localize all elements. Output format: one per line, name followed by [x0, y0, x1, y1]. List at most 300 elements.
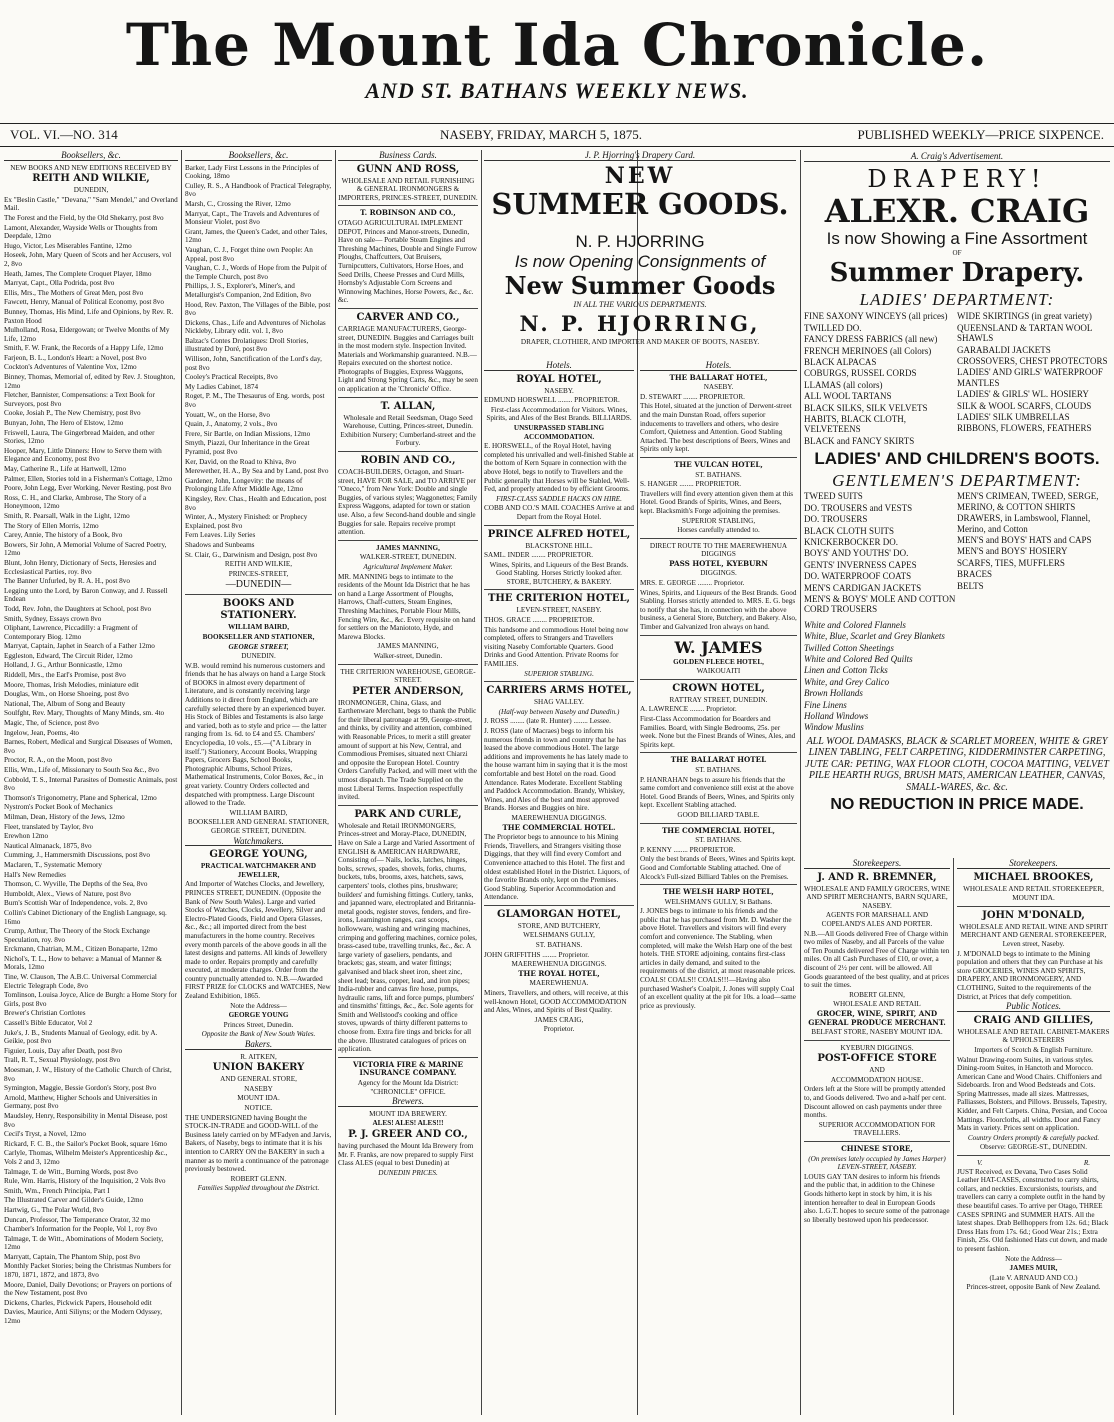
ad-heading: UNSURPASSED STABLING ACCOMMODATION. — [513, 423, 605, 441]
ad-title: J. AND R. BREMNER, — [817, 871, 937, 883]
book-listing: Palmer, Ellen, Stories told in a Fisherman's Cottage, 12mo — [4, 474, 173, 483]
book-listing: Oliphant, Lawrence, Piccadilly: a Fragment of Contemporary Biog. 12mo — [4, 624, 138, 641]
ad-heading: MAEREWHENUA DIGGINGS. — [511, 960, 607, 969]
book-listing: Ellis, Mrs., The Mothers of Great Men, post 8vo — [4, 288, 144, 297]
book-listing: Soulfght, Rev. Mary, Thoughts of Many Minds, sm. 4to — [4, 709, 165, 718]
book-listing: Farjeon, B. L., London's Heart: a Novel, post 8vo — [4, 353, 147, 362]
book-listing: Friswell, Laura, The Gingerbread Maiden, and other Stories, 12mo — [4, 428, 155, 446]
ad-heading: DIRECT ROUTE TO THE MAEREWHENUA DIGGINGS — [649, 541, 788, 559]
drapery-item: LLAMAS (all colors) — [804, 379, 883, 390]
drapery-item: FINE SAXONY WINCEYS (all prices) — [804, 311, 948, 322]
book-listing: Trall, R. T., Sexual Physiology, post 8vo — [4, 1056, 121, 1065]
ad-proprietor: D. STEWART ........ PROPRIETOR. — [640, 392, 745, 401]
ad-body: J. JONES begs to intimate to his friends and the public that he has purchased from Mr. D. Washer the above Hotel. Travellers and visitors will find every comfort and convenience. The Stabling, when completed, will make the Welsh Harp one of the best hotels. THE STORE adjoining, contains first-class articles in daily demand, and suited to the requirements of the district, at most reasonable prices. COALS! COALS!! COALS!!!—Having also purchased Washer's Coalpit, J. Jones will supply Coal of an excellent quality at the pit for 10s. a load—same price as previously. — [640, 907, 796, 1010]
ad-title: BOOKS AND STATIONERY. — [220, 598, 297, 622]
section-header: Storekeepers. — [957, 859, 1110, 869]
ad-body: N.B.—All Goods delivered Free of Charge within two miles of Naseby, and all Parcels of the value of Ten Pounds delivered Free of Charge within ten miles. On all Cash Purchases of £10, or over, a discount of 2½ per cent. will be allowed. All Goods guaranteed of the best quality, and at prices to suit the times. — [804, 929, 950, 990]
ladies-list — [804, 311, 1110, 447]
ad-heading: MOUNT IDA BREWERY. — [369, 1109, 447, 1118]
book-listing: Cooke, Josiah P., The New Chemistry, post 8vo — [4, 409, 141, 418]
drapery-item: BRACES — [957, 569, 993, 580]
fabric-item: Brown Hollands — [804, 688, 863, 699]
ad-heading: ALES! ALES! ALES!!! — [372, 1119, 444, 1128]
section-header: Storekeepers. — [804, 859, 950, 869]
book-listing: Ker, David, on the Road to Khiva, 8vo — [185, 457, 297, 466]
ad-name: JAMES MANNING, — [376, 543, 440, 552]
ad-name: N. P. HJORRING — [575, 232, 705, 251]
book-listing: Magic, The, of Science, post 8vo — [4, 719, 99, 728]
ad-title: THE BALLARAT HOTEL — [670, 755, 767, 765]
ad-title: DRAPERY! — [867, 165, 1047, 194]
drapery-item: SILK & WOOL SCARFS, CLOUDS — [957, 400, 1092, 411]
newspaper-title: The Mount Ida Chronicle. — [125, 11, 989, 79]
book-listing: Marsh, C., Crossing the River, 12mo — [185, 199, 291, 208]
ad-title: T. ROBINSON AND CO., — [360, 208, 456, 218]
book-listing: Winter, A., Mystery Finished: or Prophecy Explained, post 8vo — [185, 513, 308, 530]
ad-title: THE COMMERCIAL HOTEL, — [661, 825, 776, 835]
book-listing: Arnold, Matthew, Higher Schools and Universities in Germany, post 8vo — [4, 1093, 158, 1111]
drapery-item: BOYS' AND YOUTHS' DO. — [804, 548, 909, 559]
drapery-item: HABITS, BLACK CLOTH, VELVETEENS — [804, 414, 907, 435]
ad-body: And Importer of Watches Clocks, and Jewellery, PRINCES STREET, DUNEDIN. (Opposite the Bank of New South Wales). Large and varied Stocks of Watches, Clocks, Jewellery, Silver and Electro-Plated Goods, Field and Opera Glasses, &c., &c.; all imported direct from the best manufacturers in the home country. Receives every month parcels of the above goods in all the latest designs and patterns. All kinds of Jewellery made to order. Repairs promptly and carefully executed, at moderate charges. Order from the country punctually attended to. N.B.—Awarded FIRST PRIZE for CLOCKS and WATCHES, New Zealand Exhibition, 1865. — [185, 880, 331, 1001]
book-listing: Grant, James, the Queen's Cadet, and other Tales, 12mo — [185, 227, 328, 245]
book-listing: Culley, R. S., A Handbook of Practical Telegraphy, 8vo — [185, 181, 332, 199]
book-listing: Phillips, J. S., Explorer's, Miner's, and Metallurgist's Companion, 2nd Edition, 8vo — [185, 282, 312, 299]
ad-name: WILLIAM BAIRD, — [227, 623, 290, 632]
book-listing: Merewether, H. A., By Sea and by Land, post 8vo — [185, 467, 329, 476]
ad-signature: GEORGE YOUNG — [228, 1011, 289, 1020]
ad-heading: THE CRITERION WAREHOUSE, GEORGE-STREET. — [340, 667, 476, 685]
ad-heading: SUPERIOR ACCOMMODATION FOR TRAVELLERS. — [818, 1120, 936, 1138]
ad-title: THE VULCAN HOTEL, — [674, 459, 763, 469]
ad-name: R. AITKEN, — [240, 1052, 277, 1061]
ad-name: ROBERT GLENN, — [849, 990, 905, 999]
drapery-item: MEN'S CARDIGAN JACKETS — [804, 582, 922, 593]
ad-title: THE BALLARAT HOTEL, — [669, 372, 768, 382]
ad-title: THE CRITERION HOTEL, — [487, 593, 631, 605]
ad-proprietor: MRS. E. GEORGE ........ Proprietor. — [640, 579, 745, 588]
ad-place: MOUNT IDA. — [1012, 894, 1055, 903]
ad-title: MICHAEL BROOKES, — [973, 871, 1094, 883]
book-listing: Gardener, John, Longevity: the means of Prolonging Life After Middle Age, 12mo — [185, 476, 304, 494]
ad-heading: LADIES' DEPARTMENT: — [859, 290, 1055, 310]
ad-body: Travellers will find every attention given them at this Hotel. Good Brands of Spirits, Wines, and Beers, kept. Blacksmith's Forge adjoining the premises. — [640, 489, 794, 515]
drapery-item: ALL WOOL TARTANS — [804, 391, 892, 402]
book-listing: Dickens, Charles, Pickwick Papers, Household edit — [4, 1298, 152, 1307]
book-listing: My Ladies Cabinet, 1874 — [185, 382, 259, 391]
ad-title: SUMMER GOODS. — [491, 186, 789, 221]
book-listing: Fawcett, Henry, Manual of Political Economy, post 8vo — [4, 298, 164, 307]
book-listing: Erewhon 12mo — [4, 832, 49, 841]
ad-body: WHOLESALE AND RETAIL FURNISHING & GENERAL IRONMONGERS & IMPORTERS, PRINCES-STREET, DUNEDIN. — [338, 176, 478, 202]
ad-signature: ROBERT GLENN. — [230, 1174, 287, 1183]
column-business-cards — [338, 150, 478, 1415]
column-hotels-right — [640, 360, 797, 1415]
drapery-item: GARABALDI JACKETS — [957, 344, 1051, 355]
drapery-item: CROSSOVERS, CHEST PROTECTORS — [957, 356, 1108, 367]
book-listing: Crump, Arthur, The Theory of the Stock Exchange Speculation, roy. 8vo — [4, 927, 150, 944]
ad-title: THE ROYAL HOTEL, — [518, 968, 600, 978]
drapery-item: FANCY DRESS FABRICS (all new) — [804, 334, 938, 345]
book-listing: Marryat, Capt., Olla Podrida, post 8vo — [4, 279, 115, 288]
ad-body: Only the best brands of Beers, Wines and Spirits kept. Good and Comfortable Stabling attached. One of Alcock's Full-sized Billiard Tables on the Premises. — [640, 855, 796, 881]
newspaper-subtitle: AND ST. BATHANS WEEKLY NEWS. — [365, 78, 749, 103]
fabric-list — [804, 620, 1110, 733]
ad-proprietor: A. LAWRENCE ........ Proprietor. — [640, 705, 737, 714]
drapery-item: DO. WATERPROOF COATS — [804, 571, 912, 582]
book-listing: Monthly Packet Stories; being the Christmas Numbers for 1870, 1871, 1872, and 1873, 8vo — [4, 1262, 172, 1280]
book-listing: Marryat, Captain, Japhet in Search of a Father 12mo — [4, 642, 155, 651]
ad-notice: NOTICE. — [244, 1104, 273, 1112]
ad-city: DUNEDIN, — [73, 186, 109, 195]
book-listing: Moesman, J. W., History of the Catholic Church of Christ, 8vo — [4, 1066, 172, 1083]
book-listing: Ellis, Wm., Life of, Missionary to South Sea &c., 8vo — [4, 766, 159, 774]
gents-list-right — [957, 491, 1110, 615]
ad-role: WHOLESALE AND RETAIL CABINET-MAKERS & UPHOLSTERERS — [957, 1027, 1110, 1045]
ad-title: REITH AND WILKIE, — [32, 173, 150, 185]
ad-place: MAEREWHENUA. — [529, 979, 589, 988]
book-listing: Vaughan, C. J., Words of Hope from the Pulpit of the Temple Church, post 8vo — [185, 264, 328, 281]
ad-body: Wholesale and Retail IRONMONGERS, Princes-street and Moray-Place, DUNEDIN, Have on Sale a Large and Varied Assortment of ENGLISH & AMERICAN HARDWARE, Consisting of— Nails, locks, latches, hinges, bolts, screws, spades, shovels, forks, churns, buckets, tubs, brooms, axes, hatchets, saws, carpenters' tools, clothes pins, brushware; builders' and furnishing fittings. Cutlery, tanks, and japanned ware, electroplated and Britannia-metal goods, register stoves, fenders, and fire-irons, Leamington ranges, cast scoops, hollowware, washing and wringing machines, crimping and goffering machines, cornice poles, brass-cased tube, travelling trunks, &c., &c. A large variety of gaseliers, pendants, and brackets; gas, steam, and water fittings; galvanised and black sheet iron, sheet zinc, sheet lead; brass, copper, lead, and iron pipes; India-rubber and canvas fire hose, pumps, hydraulic rams, lift and force pumps, plumbers' and tinsmiths' fittings, &c., &c. Sole agents for Smith and Wellstood's cooking and office stoves, upwards of thirty different patterns to choose from. Extra fire tings and bricks for all the above. Illustrated catalogues of prices on application. — [338, 821, 477, 1054]
book-listing: Hooper, Mary, Little Dinners: How to Serve them with Elegance and Economy, post 8vo — [4, 446, 162, 464]
book-listing: Davies, Maurice, Anti Siliyns; or the Modern Odyssey, 12mo — [4, 1308, 163, 1326]
book-listing: Balzac's Contes Drolatiques: Droll Stories, illustrated by Doré, post 8vo — [185, 336, 309, 354]
drapery-item: COBURGS, RUSSEL CORDS — [804, 368, 917, 379]
ad-city: —DUNEDIN— — [225, 579, 292, 591]
section-header: Hotels. — [640, 361, 797, 371]
volume-number: VOL. VI.—NO. 314 — [10, 127, 118, 142]
section-header: Hotels. — [484, 361, 634, 371]
book-listing: Maclaren, T., Systematic Memory — [4, 860, 102, 869]
book-listing: Holland, J. G., Arthur Bonnicastle, 12mo — [4, 661, 123, 670]
ad-sub: Importers of Scotch & English Furniture. — [974, 1045, 1093, 1054]
hjorring-drapery-card-2 — [484, 232, 796, 352]
fabric-item: Fine Linens — [804, 699, 847, 710]
fabric-item: White and Colored Flannels — [804, 619, 906, 630]
ad-body: WHOLESALE AND RETAIL STOREKEEPER, — [963, 884, 1104, 893]
ad-sub: (Late V. ARNAUD AND CO.) — [989, 1273, 1078, 1282]
book-listing: Tine, W. Clauson, The A.B.C. Universal Commercial Electric Telegraph Code, 8vo — [4, 973, 157, 990]
book-listing: Hartwig, G., The Polar World, 8vo — [4, 1205, 104, 1214]
ad-note: Country Orders promptly & carefully packed. — [967, 1133, 1100, 1142]
ad-footer: DUNEDIN PRICES. — [378, 1168, 438, 1177]
ad-title: GLAMORGAN HOTEL, — [496, 908, 622, 920]
book-listing: Hood, Rev. Paxton, The Villages of the Bible, post 8vo — [185, 300, 331, 318]
book-listing: Burn's Scottish War of Independence, vols. 2, 8vo — [4, 899, 148, 908]
ad-heading: KYEBURN DIGGINGS. — [840, 1043, 914, 1052]
book-listing: Cockton's Adventures of Valentine Vox, 12mo — [4, 363, 137, 372]
dateline — [0, 123, 1114, 147]
drapery-item: KNICKERBOCKER DO. — [804, 536, 899, 547]
book-listing: Riddell, Mrs., the Earl's Promise, post 8vo — [4, 671, 126, 680]
ad-place: DIGGINGS. — [700, 569, 737, 578]
book-listing: Fern Leaves. Lily Series — [185, 531, 256, 540]
ad-note: Note the Address— — [230, 1001, 287, 1010]
ad-body: Walnut Drawing-room Suites, in various styles. Dining-room Suites, in Hanctoth and Morocco. American Cane and Wood Chairs. Chiffoniers and Sideboards. Iron and Wood Bedsteads and Cots. Spring Mattresses, made all sizes. Mattresses, Palliasses, Bolsters, and Pillows. Brussels, Tapestry, Kidder, and Felt Carpets. China, Persian, and Cocoa Mattings. Floorcloths, all widths. Door and Fancy Mats in variety. Prices sent on application. — [957, 1055, 1108, 1133]
ad-title: CRAIG AND GILLIES, — [973, 1014, 1094, 1026]
ad-body: First-class Accommodation for Visitors. Wines, Spirits, and Ales of the Best Brands. BILLIARDS. — [486, 405, 632, 423]
book-listing: Kingsley, Rev. Chas., Health and Education, post 8vo — [185, 494, 327, 512]
drapery-item: TWEED SUITS — [804, 491, 863, 502]
ad-body: J. ROSS (late of Macraes) begs to inform his numerous friends in town and country that he has leased the above commodious Hotel. The large additions and improvements he has lately made to the house warrant him in saying that it is the most comfortable and best Hotel on the road. Good Attendance. Rates Moderate. Excellent Stabling and Paddock Accommodation. Brandy, Whiskey, Wines, and Ales of the best and most approved Brands. Horses and Buggies on hire. — [484, 727, 628, 813]
book-listing: Fletcher, Bannister, Compensations: a Text Book for Surveyors, post 8vo — [4, 391, 155, 408]
book-listing: Blunt, John Henry, Dictionary of Sects, Heresies and Ecclesiastical Parties, roy. 8vo — [4, 558, 157, 576]
book-listing: Vaughan, C. J., Forget thine own People: An Appeal, post 8vo — [185, 245, 313, 263]
book-listing: Carey, Annie, The history of a Book, 8vo — [4, 531, 123, 540]
drapery-item: GENTS' INVERNESS CAPES — [804, 559, 917, 570]
book-listing: Figuier, Louis, Day after Death, post 8vo — [4, 1046, 123, 1055]
ad-heading: MAEREWHENUA DIGGINGS. — [511, 813, 607, 822]
ad-title: GROCER, WINE, SPIRIT, AND GENERAL PRODUCE MERCHANT. — [808, 1008, 946, 1027]
column-rule — [800, 150, 801, 1415]
book-listing: Douglas, Wm., on Horse Shoeing, post 8vo — [4, 690, 129, 699]
ad-body: The Proprietor begs to announce to his Mining Friends, Travellers, and Strangers visiting those Diggings, that they will find every Comfort and Convenience attached to this Hotel. The first and oldest established Hotel in the District. Liquors, of the favorite Brands only, kept on the Premises. Good Stabling. Superior Accommodation and Attendance. — [484, 833, 630, 902]
book-listing: Barker, Lady First Lessons in the Principles of Cooking, 18mo — [185, 163, 319, 181]
ad-city: DUNEDIN. — [241, 652, 276, 661]
book-listing: The Illustrated Carver and Gilder's Guide, 12mo — [4, 1196, 144, 1205]
ad-place: SHAG VALLEY. — [534, 698, 584, 707]
ad-body: CARRIAGE MANUFACTURERS, George-street, DUNEDIN. Buggies and Carriages built in the most modern style. Inspection Invited. Materials and Workmanship guaranteed. N.B.—Repairs executed on the shortest notice. Photographs of Buggies, Express Waggons, Light and Strong Spring Carts, &c., may be seen on application at the 'Chronicle' Office. — [338, 324, 478, 394]
column-rule — [481, 150, 482, 1415]
ad-role: Agricultural Implement Maker. — [363, 562, 453, 571]
ad-place: WELSHMAN'S GULLY, St Bathans. — [664, 897, 773, 906]
ad-body: E. HORSWELL, of the Royal Hotel, having completed his unrivalled and well-finished Stable at the bottom of Kern Square in connection with the above Hotel, begs to notify to Travellers and the Public generally that Horses will be Stabled, Well-Fed, and properly attended to by efficient Grooms. — [484, 442, 634, 494]
book-listing: Cumming, J., Hammersmith Discussions, post 8vo — [4, 851, 150, 860]
ad-role: BOOKSELLER AND STATIONER, — [202, 632, 315, 641]
ad-title: CROWN HOTEL, — [672, 682, 765, 694]
ad-place: NASEBY. — [703, 383, 734, 392]
section-header: Watchmakers. — [185, 837, 332, 847]
ad-footer: Families Supplied throughout the District. — [197, 1184, 320, 1193]
drapery-item: FRENCH MERINOES (all Colors) — [804, 345, 932, 356]
ad-place: MOUNT IDA. — [237, 1094, 280, 1103]
book-listing: Carlyle, Thomas, Wilhelm Meister's Apprenticeship &c., Vols 2 and 3, 12mo — [4, 1149, 168, 1166]
ad-title: THE WELSH HARP HOTEL, — [663, 887, 774, 897]
issue-date: NASEBY, FRIDAY, MARCH 5, 1875. — [440, 127, 643, 142]
ad-body: WHOLESALE AND FAMILY GROCERS, WINE AND SPIRIT MERCHANTS, BARN SQUARE, NASEBY. — [804, 884, 950, 910]
ad-signature: WILLIAM BAIRD, — [229, 808, 288, 817]
ad-heading: GOOD BILLIARD TABLE. — [677, 810, 760, 819]
ad-signature: Proprietor. — [543, 1025, 575, 1034]
drapery-item: TWILLED DO. — [804, 322, 862, 333]
masthead — [0, 0, 1114, 104]
ad-note: (Half-way between Naseby and Dunedin.) — [498, 707, 620, 716]
book-listing: Marryat, Capt., The Travels and Adventures of Monsieur Violet, post 8vo — [185, 209, 320, 227]
ad-heading: SUPERIOR STABLING, — [681, 516, 756, 525]
ad-body: ALL WOOL DAMASKS, BLACK & SCARLET MOREEN, WHITE & GREY LINEN TABLING, FELT CARPETING, KIDDERMINSTER CARPETING, JUTE CAR: PETING, WAX FLOOR CLOTH, COCOA MATTING, VELVET PILE HEARTH RUGS, BRUSH MATS, AMERICAN LEATHER, CANVAS, SMALL-WARES, &c. &c. — [805, 735, 1109, 793]
book-listing: Roget, P. M., The Thesaurus of Eng. words, post 8vo — [185, 392, 325, 410]
ad-sub: AND — [869, 1066, 885, 1075]
ad-body: Wines, Spirits, and Liqueurs of the Best Brands. Good Stabling. Horses strictly attended to. MRS. E. G. begs to notify that she has, in connection with the above business, a General Store, Butchery, and Bakery. Also, Timber and Galvanized Iron always on hand. — [640, 588, 797, 632]
ad-body: Agency for the Mount Ida District: "CHRONICLE" OFFICE. — [357, 1079, 459, 1096]
column-booksellers-2 — [185, 150, 332, 1415]
book-listing: Fleet, translated by Taylor, 8vo — [4, 822, 94, 831]
ad-address: PRINCES-STREET, — [228, 569, 289, 578]
ad-body: COACH-BUILDERS, Octagon, and Stuart-street, HAVE FOR SALE, and TO ARRIVE per "Oneco," from New York: Double and single Buggies, of various styles; Waggonettes; Family Express Waggons, adapted for town or station use. Also, a few Second-hand double and single Buggies for sale. Repairs receive prompt attention. — [338, 468, 478, 537]
book-listing: Bunney, Thomas, His Mind, Life and Opinions, by Rev. R. Paxton Hood — [4, 307, 174, 325]
ad-title: T. ALLAN, — [380, 400, 436, 412]
ad-address: Princes Street, Dunedin. — [223, 1020, 294, 1029]
drapery-item: SCARFS, TIES, MUFFLERS — [957, 557, 1065, 568]
ad-heading: NO REDUCTION IN PRICE MADE. — [830, 796, 1084, 814]
drapery-item: QUEENSLAND & TARTAN WOOL SHAWLS — [957, 322, 1093, 344]
ad-title: N. P. HJORRING, — [519, 311, 761, 336]
book-listing: Bowers, Sir John, A Memorial Volume of Sacred Poetry, 12mo — [4, 540, 167, 558]
book-listing: Dickens, Chas., Life and Adventures of Nicholas Nickleby, Library edit. vol. 1, 8vo — [185, 318, 326, 336]
craig-drapery-ad — [804, 150, 1110, 855]
ad-signature: Walker-street, Dunedin. — [373, 651, 443, 660]
ad-body: Wines, Spirits, and Liqueurs of the Best Brands. Good Stabling. Horses Strictly looked after. STORE, BUTCHERY, & BAKERY. — [489, 560, 629, 586]
book-listing: Smith, Wm., French Principia, Part I — [4, 1186, 110, 1195]
drapery-item: DO. TROUSERS — [804, 514, 868, 525]
ad-signature: JAMES MANNING, — [377, 642, 439, 651]
ad-signature: BOOKSELLER AND GENERAL STATIONER, GEORGE STREET, DUNEDIN. — [188, 818, 329, 835]
ad-body: Ex "Beslin Castle," "Devana," "Sam Mendel," and Overland Mail. — [4, 195, 178, 213]
drapery-item: BLACK ALPACAS — [804, 357, 877, 368]
book-listing: Brewer's Christian Cortlotes — [4, 1009, 86, 1018]
book-listing: Smith, R. Pearsall, Walk in the Light, 12mo — [4, 511, 130, 520]
ad-address: Observe: GEORGE-ST., DUNEDIN. — [979, 1143, 1088, 1152]
drapery-item: BELTS — [957, 580, 984, 591]
ad-address: BELFAST STORE, NASEBY MOUNT IDA. — [811, 1028, 943, 1037]
column-rule — [181, 150, 182, 1415]
ladies-list-left — [804, 311, 957, 447]
book-listing: Quain, J., Anatomy, 2 vols., 8vo — [185, 420, 278, 429]
drapery-item: MEN'S & BOYS' MOLE AND COTTON CORD TROUSERS — [804, 593, 956, 615]
ad-proprietor: S. HANGER ........ PROPRIETOR. — [640, 480, 742, 489]
ad-sub: STORE, AND BUTCHERY, — [517, 921, 601, 930]
book-listing: Talmage, T. de Witt., Burning Words, post 8vo — [4, 1167, 138, 1176]
ad-signature: REITH AND WILKIE, — [224, 560, 293, 569]
ad-proprietor: THOS. GRACE ........ PROPRIETOR. — [484, 616, 595, 625]
book-listing: Cecil's Tryst, a Novel, 12mo — [4, 1130, 86, 1139]
ad-title: PRINCE ALFRED HOTEL, — [487, 528, 631, 540]
ad-title: POST-OFFICE STORE — [817, 1053, 937, 1065]
book-listing: Hugo, Victor, Les Miserables Fantine, 12mo — [4, 241, 132, 250]
book-listing: Todd, Rev. John, the Daughters at School, post 8vo — [4, 604, 152, 613]
fabric-item: White, and Grey Calico — [804, 676, 890, 687]
book-listing: Nystrom's Pocket Book of Mechanics — [4, 803, 113, 812]
ad-place: WELSHMANS GULLY, — [523, 931, 595, 940]
book-list — [185, 164, 332, 560]
column-storekeepers-right — [957, 858, 1110, 1415]
ad-role: PRACTICAL WATCHMAKER AND JEWELLER, — [200, 862, 317, 879]
book-listing: Smith, F. W. Frank, the Records of a Happy Life, 12mo — [4, 344, 164, 353]
drapery-item: LADIES' SILK UMBRELLAS — [957, 412, 1070, 423]
book-listing: Shadows and Sunbeams — [185, 540, 255, 549]
ladies-list-right — [957, 311, 1110, 447]
column-rule — [335, 150, 336, 1415]
book-listing: Heath, James, The Complete Croquet Player, 18mo — [4, 269, 152, 278]
drapery-item: LADIES' AND GIRLS' WATERPROOF MANTLES — [957, 367, 1103, 388]
book-listing: Nautical Almanack, 1875, 8vo — [4, 841, 92, 850]
ad-title: PASS HOTEL, KYEBURN — [669, 558, 768, 568]
book-listing: Tomlinson, Louisa Joyce, Alice de Burgh: a Home Story for Girls, post 8vo — [4, 991, 177, 1008]
ad-title: ROBIN AND CO., — [360, 455, 456, 467]
ad-place: WAIKOUAITI — [696, 667, 741, 676]
book-listing: Duncan, Professor, The Temperance Orator, 32 mo — [4, 1215, 151, 1224]
ad-place: BLACKSTONE HILL. — [525, 541, 593, 550]
ad-sub: GOLDEN FLEECE HOTEL, — [673, 657, 764, 666]
ad-body: LOUIS GAY TAN desires to inform his friends and the public that, in addition to the Chinese Goods hitherto kept in stock by him, it is his intention hereafter to deal in European Goods also. L.G.T. hopes to secure some of the patronage so liberally bestowed upon his predecessor. — [804, 1172, 950, 1224]
section-header: Brewers. — [338, 1097, 478, 1107]
gents-list — [804, 491, 1110, 615]
book-listing: Hall's New Remedies — [4, 870, 66, 879]
ad-body: having purchased the Mount Ida Brewery from Mr. F. Franks, are now prepared to supply First Class ALES (equal to best Dunedin) at — [338, 1142, 474, 1168]
book-listing: Smith, Sydney, Essays crown 8vo — [4, 614, 102, 623]
fabric-item: Linen and Cotton Ticks — [804, 665, 888, 676]
ad-title: W. JAMES — [674, 637, 763, 657]
ad-body: This handsome and commodious Hotel being now completed, offers to Strangers and Travellers visiting Naseby Comfortable Quarters. Good Drinks and Good Attention. Private Rooms for FAMILIES. — [484, 625, 629, 669]
book-listing: St. Clair, G., Darwinism and Design, post 8vo — [185, 550, 318, 559]
ad-body: Miners, Travellers, and others, will receive, at this well-known Hotel, GOOD ACCOMMODATION and Ales, Wines, and Spirits of Best Quality. — [484, 989, 629, 1015]
book-listing: The Banner Unfurled, by R. A. H., post 8vo — [4, 577, 130, 586]
ad-title: JOHN M'DONALD, — [982, 909, 1085, 921]
drapery-item: BLACK and FANCY SKIRTS — [804, 435, 915, 446]
book-listing: Symington, Maggie, Bessie Gordon's Story, post 8vo — [4, 1084, 157, 1093]
ad-street: GEORGE STREET, — [228, 642, 289, 651]
book-listing: Bunyan, John, The Hero of Elstow, 12mo — [4, 419, 124, 428]
fabric-item: Holland Windows — [804, 711, 869, 721]
ad-title: PARK AND CURLE, — [354, 808, 462, 820]
fabric-item: White and Colored Bed Quilts — [804, 653, 913, 664]
section-header: Business Cards. — [338, 151, 478, 161]
drapery-item: LADIES' & GIRLS' WL. HOSIERY — [957, 389, 1089, 400]
ad-body: OF — [952, 249, 962, 258]
ad-body: MR. MANNING begs to intimate to the residents of the Mount Ida District that he has on hand a Large Assortment of Ploughs, Harrows, Chaff-cutters, Steam Engines, Threshing Machines, Portable Flour Mills, Fencing Wire, &c., &c. Every requisite on hand for settlers on the Maniototo, Hyde, and Marewa Blocks. — [338, 572, 476, 641]
ad-place: NASEBY. — [544, 386, 574, 395]
book-listing: Binney, Thomas, Memorial of, edited by Rev. J. Stoughton, 12mo — [4, 373, 176, 390]
ad-title: CARRIERS ARMS HOTEL, — [486, 685, 632, 697]
column-booksellers — [4, 150, 178, 1415]
ad-body: P. HANRAHAN begs to assure his friends that the same comfort and convenience still exist at the above Hotel. Good Brands of Beers, Wines, and Spirits only kept. Excellent Stabling attached. — [640, 775, 795, 810]
drapery-item: RIBBONS, FLOWERS, FEATHERS — [957, 423, 1092, 434]
ad-place: ST. BATHANS. — [695, 836, 742, 845]
book-listing: Ross, C. H., and Clarke, Ambrose, The Story of a Honeymoon, 12mo — [4, 493, 147, 511]
book-listing: Smyth, Piazzi, Our Inheritance in the Great Pyramid, post 8vo — [185, 439, 310, 456]
section-header: J. P. Hjorring's Drapery Card. — [484, 151, 796, 161]
book-listing: Hoseek, John, Mary Queen of Scots and her Accusers, vol 2, 8vo — [4, 251, 172, 268]
drapery-item: MEN'S and BOYS' HOSIERY — [957, 546, 1068, 557]
ad-body: WHOLESALE AND RETAIL WINE AND SPIRIT MERCHANT AND GENERAL STOREKEEPER, Leven street, Naseby. — [959, 922, 1108, 948]
ad-sub: AND GENERAL STORE, — [220, 1075, 297, 1084]
column-rule — [953, 858, 954, 1415]
cipher-v: V. — [977, 1159, 983, 1168]
book-listing: Proctor, R. A., on the Moon, post 8vo — [4, 756, 112, 765]
ad-title: ROYAL HOTEL, — [516, 373, 602, 385]
ad-heading: LADIES' AND CHILDREN'S BOOTS. — [814, 449, 1100, 469]
ad-heading: FIRST-CLASS SADDLE HACKS ON HIRE. — [496, 494, 622, 503]
ad-body: Is now Showing a Fine Assortment — [826, 229, 1088, 249]
ad-title: THE COMMERCIAL HOTEL. — [502, 822, 616, 832]
ad-title: NEW — [604, 162, 676, 189]
book-listing: Rickard, F. C. B., the Sailor's Pocket Book, square 16mo — [4, 1139, 168, 1148]
ad-proprietor: EDMUND HORSWELL ........ PROPRIETOR. — [484, 396, 620, 405]
ad-title: Summer Drapery. — [829, 258, 1085, 289]
ad-body: Orders left at the Store will be promptly attended to, and Goods delivered. Two and a-half per cent. Discount allowed on cash payments under three months. — [804, 1085, 947, 1120]
ad-body: This Hotel, situated at the junction of Derwent-street and the main Dunstan Road, offers superior inducements to travellers and others, who desire Comfort, Quietness and Attention. Good Stabling Attached. The best descriptions of Beers, Wines and Spirits only kept. — [640, 402, 792, 454]
book-listing: Ingelow, Jean, Poems, 4to — [4, 728, 79, 737]
ad-place: NASEBY — [244, 1084, 273, 1093]
drapery-item: MEN'S CRIMEAN, TWEED, SERGE, MERINO, & COTTON SHIRTS — [957, 491, 1099, 512]
ad-intro: NEW BOOKS AND NEW EDITIONS RECEIVED BY — [10, 163, 172, 172]
ad-heading: SUPERIOR STABLING. — [524, 669, 594, 678]
ad-body: JUST Received, ex Devana, Two Cases Solid Leather HAT-CASES, constructed to carry shirts, collars, and neckties. Excursionists, tourists, and travellers can carry a complete outfit in the hand by these beautiful cases. To arrive per Otago, THREE CASES SPRING and SUMMER HATS. All the latest shapes. Drab Bellhoppers from 12s. 6d.; Black Dress Hats from 17s. 6d.; Good Wear 21s.; Extra Finish, 25s. Old fashioned Hats cut down, and made to present fashion. — [957, 1167, 1109, 1253]
ad-sub: IN ALL THE VARIOUS DEPARTMENTS. — [573, 300, 707, 309]
book-listing: Barnes, Robert, Medical and Surgical Diseases of Women, 8vo — [4, 738, 173, 755]
drapery-item: DRAWERS, in Lambswool, Flannel, Merino, and Cotton — [957, 513, 1091, 534]
book-listing: Cooley's Practical Receipts, 8vo — [185, 373, 278, 382]
